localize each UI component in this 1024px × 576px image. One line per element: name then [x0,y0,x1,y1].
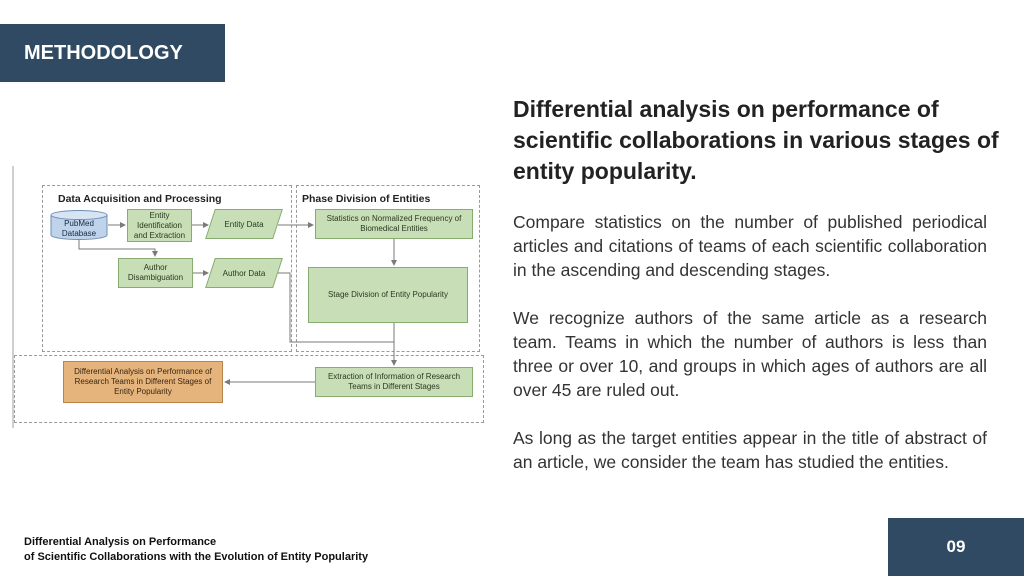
page-number: 09 [888,518,1024,576]
body-paragraph-2: We recognize authors of the same article as a research team. Teams in which the number of authors is less than three or over 10, and groups in which ages of authors are all over 45 are ruled out. [513,308,987,400]
slide-heading: Differential analysis on performance of scientific collaborations in various stages of entity popularity. [513,96,999,184]
author-disambiguation-box: Author Disambiguation [118,258,193,288]
author-data-label: Author Data [222,268,266,278]
section-title-acquisition: Data Acquisition and Processing [58,193,222,205]
entity-extraction-box: Entity Identification and Extraction [127,209,192,242]
methodology-flowchart [12,166,486,428]
body-paragraph-1: Compare statistics on the number of published periodical articles and citations of teams of each scientific collaboration in the ascending and descending stages. [513,212,987,280]
footer-title [24,535,368,565]
section-tag: METHODOLOGY [0,24,225,82]
flow-arrows [12,166,486,428]
body-paragraph-3: As long as the target entities appear in the title of abstract of an article, we consider the team has studied the entities. [513,428,987,472]
slide-body [513,210,987,498]
section-title-phase: Phase Division of Entities [302,193,431,205]
footer-line-1: Differential Analysis on Performance [24,536,217,548]
extraction-box: Extraction of Information of Research Teams in Different Stages [315,367,473,397]
statistics-box: Statistics on Normalized Frequency of Biomedical Entities [315,209,473,239]
differential-analysis-box: Differential Analysis on Performance of Research Teams in Different Stages of Entity Popularity [63,361,223,403]
entity-data-label: Entity Data [224,219,264,229]
database-label: PubMed Database [61,219,97,238]
footer-line-2: of Scientific Collaborations with the Evolution of Entity Popularity [24,551,369,563]
stage-division-box: Stage Division of Entity Popularity [308,267,468,323]
